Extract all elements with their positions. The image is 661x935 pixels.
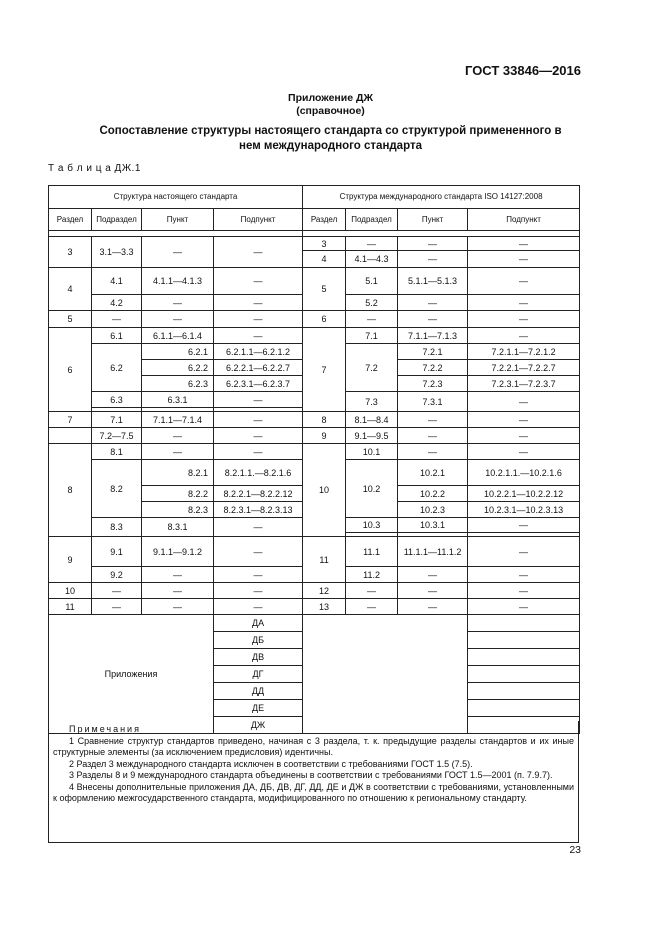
table-cell: 7.1 xyxy=(346,328,398,344)
note-item: 1 Сравнение структур стандартов приведено, начиная с 3 раздела, т. к. предыдущие разделы стандартов и их иные структурные элементы (за исключением предисловия) идентичны. xyxy=(53,735,574,757)
table-cell: 4 xyxy=(49,268,92,311)
appendix-cell: ДЖ xyxy=(214,717,303,734)
table-cell: — xyxy=(468,567,580,583)
notes-block xyxy=(48,721,579,843)
table-row xyxy=(49,428,580,444)
col-header-section: Раздел xyxy=(49,209,92,231)
table-cell: 6.2.2.1—6.2.2.7 xyxy=(214,360,303,376)
table-cell: 5.1 xyxy=(346,268,398,295)
note-item: 4 Внесены дополнительные приложения ДА, ДБ, ДВ, ДГ, ДД, ДЕ и ДЖ в соответствии с требованиями, установленными к оформлению межгосударственного стандарта, модифицированного по отношению к региональному стандарту. xyxy=(53,781,574,803)
appendix-subtitle: (справочное) xyxy=(296,105,365,117)
table-cell: — xyxy=(214,599,303,615)
table-cell: — xyxy=(214,295,303,311)
table-cell: 7.2.1 xyxy=(398,344,468,360)
table-cell: — xyxy=(398,237,468,251)
table-row xyxy=(49,268,580,295)
table-cell: — xyxy=(468,392,580,412)
table-cell: 10.1 xyxy=(346,444,398,460)
table-cell xyxy=(468,666,580,683)
table-cell xyxy=(468,632,580,649)
appendix-cell: ДД xyxy=(214,683,303,700)
table-cell: — xyxy=(398,412,468,428)
table-cell: — xyxy=(142,444,214,460)
table-cell: — xyxy=(214,567,303,583)
table-cell: 13 xyxy=(303,599,346,615)
note-item: 3 Разделы 8 и 9 международного стандарта объединены в соответствии с требованиями ГОСТ 1.5—2001 (п. 7.9.7). xyxy=(69,770,553,780)
table-cell: 7.2.1.1—7.2.1.2 xyxy=(468,344,580,360)
table-cell: 3.1—3.3 xyxy=(92,237,142,268)
table-cell: — xyxy=(142,428,214,444)
table-cell: 10 xyxy=(303,444,346,537)
table-cell: 7.1 xyxy=(92,412,142,428)
table-cell: 7.1.1—7.1.3 xyxy=(398,328,468,344)
table-cell: 11.1 xyxy=(346,537,398,567)
table-cell: — xyxy=(214,583,303,599)
table-cell: 8.2 xyxy=(92,460,142,518)
table-cell: — xyxy=(214,518,303,537)
table-cell: — xyxy=(398,583,468,599)
table-cell: — xyxy=(92,599,142,615)
table-cell: — xyxy=(142,567,214,583)
table-cell: 10.3 xyxy=(346,518,398,533)
table-cell: — xyxy=(468,412,580,428)
table-cell: 9.2 xyxy=(92,567,142,583)
table-cell: — xyxy=(398,428,468,444)
table-cell: 7.2—7.5 xyxy=(92,428,142,444)
table-cell: 7.1.1—7.1.4 xyxy=(142,412,214,428)
page-number: 23 xyxy=(569,844,581,856)
table-cell: 5 xyxy=(49,311,92,328)
table-cell: — xyxy=(92,311,142,328)
table-cell: 10.2.1 xyxy=(398,460,468,486)
group-header-right: Структура международного стандарта ISO 14127:2008 xyxy=(303,186,580,209)
appendices-label: Приложения xyxy=(49,615,214,734)
table-cell: 10.2.3.1—10.2.3.13 xyxy=(468,502,580,518)
table-cell: 9 xyxy=(303,428,346,444)
table-cell: — xyxy=(468,237,580,251)
table-cell: — xyxy=(346,599,398,615)
table-cell: 10 xyxy=(49,583,92,599)
appendix-cell: ДБ xyxy=(214,632,303,649)
appendix-cell: ДЕ xyxy=(214,700,303,717)
col-header-clause-intl: Пункт xyxy=(398,209,468,231)
table-cell: — xyxy=(468,444,580,460)
table-cell: 8.3.1 xyxy=(142,518,214,537)
page-title: Сопоставление структуры настоящего стандарта со структурой примененного в нем международного стандарта xyxy=(99,125,562,152)
table-cell: 3 xyxy=(49,237,92,268)
table-cell: — xyxy=(398,251,468,268)
table-cell: — xyxy=(142,583,214,599)
table-cell: 6.1.1—6.1.4 xyxy=(142,328,214,344)
table-cell: — xyxy=(398,599,468,615)
group-header-left: Структура настоящего стандарта xyxy=(49,186,303,209)
table-cell: — xyxy=(92,583,142,599)
table-cell: — xyxy=(346,311,398,328)
table-cell: 11 xyxy=(49,599,92,615)
table-cell: 8.3 xyxy=(92,518,142,537)
table-row xyxy=(49,412,580,428)
table-cell: 8 xyxy=(303,412,346,428)
notes-heading: Примечания xyxy=(69,724,141,734)
table-cell: — xyxy=(468,537,580,567)
table-cell: — xyxy=(398,311,468,328)
table-cell: 9.1—9.5 xyxy=(346,428,398,444)
appendix-heading xyxy=(0,92,661,118)
table-cell: 6.2.1.1—6.2.1.2 xyxy=(214,344,303,360)
table-cell: 5.1.1—5.1.3 xyxy=(398,268,468,295)
table-cell: 7.3 xyxy=(346,392,398,412)
table-cell: 12 xyxy=(303,583,346,599)
table-cell: — xyxy=(214,237,303,268)
table-cell: — xyxy=(214,268,303,295)
table-cell: 6.2 xyxy=(92,344,142,392)
col-header-subsection-intl: Подраздел xyxy=(346,209,398,231)
table-cell: — xyxy=(468,295,580,311)
table-cell: — xyxy=(142,237,214,268)
table-cell: 7.2.3 xyxy=(398,376,468,392)
table-cell: 10.3.1 xyxy=(398,518,468,533)
table-cell: 6 xyxy=(303,311,346,328)
table-cell: 8.2.3 xyxy=(142,502,214,518)
table-cell: — xyxy=(214,412,303,428)
table-cell: — xyxy=(214,444,303,460)
col-header-section-intl: Раздел xyxy=(303,209,346,231)
standard-number: ГОСТ 33846—2016 xyxy=(465,63,581,78)
table-cell xyxy=(49,428,92,444)
table-cell xyxy=(468,615,580,632)
table-cell: 7 xyxy=(49,412,92,428)
table-cell: — xyxy=(142,295,214,311)
appendix-title: Приложение ДЖ xyxy=(288,92,373,104)
table-cell xyxy=(468,700,580,717)
table-cell: — xyxy=(398,567,468,583)
table-cell: 6.3.1 xyxy=(142,392,214,408)
table-cell: 10.2.2.1—10.2.2.12 xyxy=(468,486,580,502)
table-cell: — xyxy=(214,428,303,444)
table-cell: 4.1.1—4.1.3 xyxy=(142,268,214,295)
table-cell: 11.2 xyxy=(346,567,398,583)
appendix-cell: ДВ xyxy=(214,649,303,666)
table-cell: 7.2 xyxy=(346,344,398,392)
table-cell: 8.1—8.4 xyxy=(346,412,398,428)
table-cell: 7 xyxy=(303,328,346,412)
table-cell: 8.2.1 xyxy=(142,460,214,486)
table-cell: 8.2.2 xyxy=(142,486,214,502)
table-cell: 9 xyxy=(49,537,92,583)
table-cell: 11 xyxy=(303,537,346,583)
table-cell: 8.2.2.1—8.2.2.12 xyxy=(214,486,303,502)
table-row xyxy=(49,599,580,615)
table-cell: 4.1—4.3 xyxy=(346,251,398,268)
table-cell: 6.2.1 xyxy=(142,344,214,360)
note-item: 2 Раздел 3 международного стандарта исключен в соответствии с требованиями ГОСТ 1.5 (7.5). xyxy=(69,758,473,769)
col-header-subclause: Подпункт xyxy=(214,209,303,231)
table-cell: — xyxy=(398,295,468,311)
table-cell: — xyxy=(468,328,580,344)
table-cell: — xyxy=(468,428,580,444)
table-cell: 7.2.3.1—7.2.3.7 xyxy=(468,376,580,392)
table-cell: 8.2.3.1—8.2.3.13 xyxy=(214,502,303,518)
table-cell: — xyxy=(142,599,214,615)
table-row xyxy=(49,615,580,632)
table-row xyxy=(49,328,580,344)
col-header-subsection: Подраздел xyxy=(92,209,142,231)
table-cell: 9.1.1—9.1.2 xyxy=(142,537,214,567)
col-header-clause: Пункт xyxy=(142,209,214,231)
table-cell: 4 xyxy=(303,251,346,268)
table-row xyxy=(49,537,580,567)
table-cell: — xyxy=(468,583,580,599)
table-column-header-row xyxy=(49,209,580,231)
col-header-subclause-intl: Подпункт xyxy=(468,209,580,231)
table-cell: — xyxy=(468,251,580,268)
table-cell: — xyxy=(468,268,580,295)
table-cell: 8 xyxy=(49,444,92,537)
table-cell: 10.2.1.1.—10.2.1.6 xyxy=(468,460,580,486)
appendix-cell: ДА xyxy=(214,615,303,632)
table-cell: — xyxy=(468,311,580,328)
table-cell: 10.2 xyxy=(346,460,398,518)
table-cell: — xyxy=(346,583,398,599)
table-cell: — xyxy=(142,311,214,328)
table-cell: 4.2 xyxy=(92,295,142,311)
table-cell: 5 xyxy=(303,268,346,311)
table-cell: 5.2 xyxy=(346,295,398,311)
table-cell: 3 xyxy=(303,237,346,251)
table-cell xyxy=(468,683,580,700)
table-cell: 6.2.2 xyxy=(142,360,214,376)
table-cell: 4.1 xyxy=(92,268,142,295)
table-row xyxy=(49,583,580,599)
table-cell xyxy=(303,615,468,734)
appendix-cell: ДГ xyxy=(214,666,303,683)
table-cell xyxy=(468,649,580,666)
table-cell: 11.1.1—11.1.2 xyxy=(398,537,468,567)
table-cell: 9.1 xyxy=(92,537,142,567)
table-cell: 7.2.2 xyxy=(398,360,468,376)
table-cell: — xyxy=(468,599,580,615)
table-cell: 8.1 xyxy=(92,444,142,460)
table-row xyxy=(49,311,580,328)
table-cell: 6.3 xyxy=(92,392,142,408)
table-cell: 10.2.2 xyxy=(398,486,468,502)
table-cell: 8.2.1.1.—8.2.1.6 xyxy=(214,460,303,486)
table-cell: 7.3.1 xyxy=(398,392,468,412)
table-row xyxy=(49,237,580,251)
table-cell: — xyxy=(346,237,398,251)
table-cell: 6 xyxy=(49,328,92,412)
table-cell: — xyxy=(214,311,303,328)
table-label: Т а б л и ц а ДЖ.1 xyxy=(48,163,141,174)
table-cell: — xyxy=(214,537,303,567)
table-cell: 6.2.3.1—6.2.3.7 xyxy=(214,376,303,392)
table-cell: — xyxy=(214,328,303,344)
table-cell: — xyxy=(398,444,468,460)
table-cell: 6.1 xyxy=(92,328,142,344)
table-group-header-row xyxy=(49,186,580,209)
comparison-table xyxy=(48,185,580,734)
table-cell: — xyxy=(468,518,580,533)
table-cell: 6.2.3 xyxy=(142,376,214,392)
table-cell: 7.2.2.1—7.2.2.7 xyxy=(468,360,580,376)
table-cell: — xyxy=(214,392,303,408)
table-row xyxy=(49,444,580,460)
table-cell: 10.2.3 xyxy=(398,502,468,518)
